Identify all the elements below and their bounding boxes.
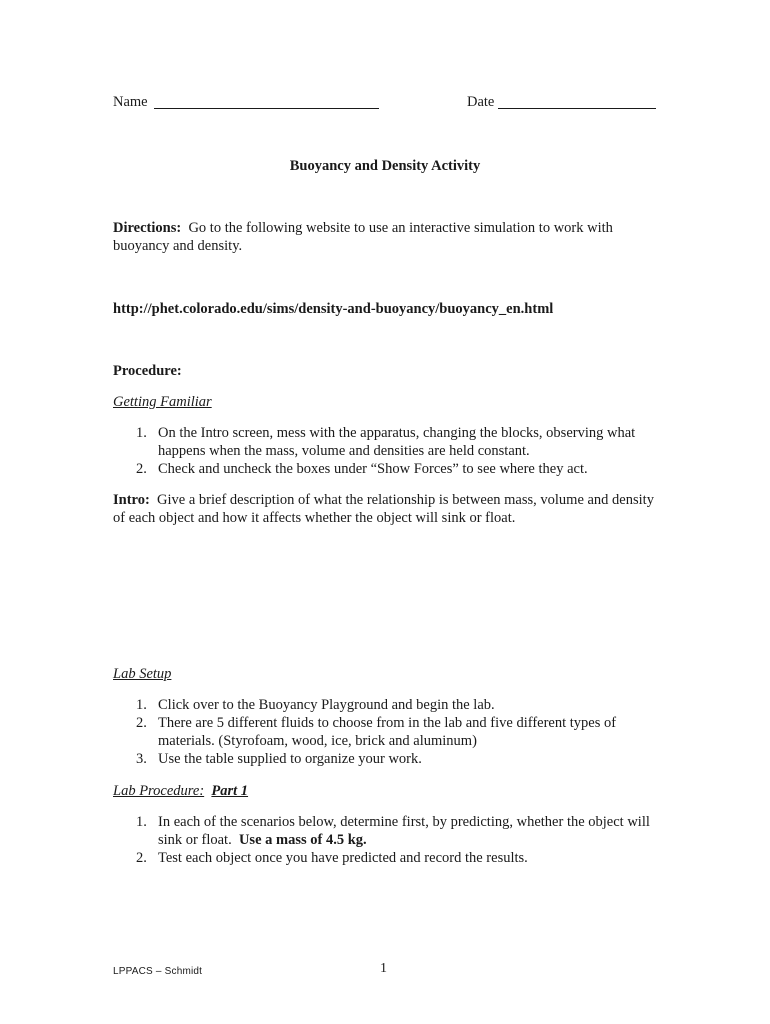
step-text: Use the table supplied to organize your work. bbox=[158, 751, 422, 767]
lab-procedure-list bbox=[113, 813, 658, 867]
lab-procedure-heading bbox=[113, 782, 658, 800]
intro-question bbox=[113, 491, 658, 527]
list-item bbox=[113, 424, 658, 460]
step-number: 1. bbox=[136, 814, 147, 830]
name-blank-line[interactable] bbox=[154, 108, 379, 109]
step-text: Click over to the Buoyancy Playground and begin the lab. bbox=[158, 697, 495, 713]
name-label: Name bbox=[113, 94, 148, 110]
intro-text: Give a brief description of what the relationship is between mass, volume and density of each object and how it affects whether the object will sink or float. bbox=[113, 492, 654, 526]
step-number: 3. bbox=[136, 751, 147, 767]
directions-text: Go to the following website to use an interactive simulation to work with buoyancy and density. bbox=[113, 220, 613, 254]
step-number: 2. bbox=[136, 850, 147, 866]
part-label: Part 1 bbox=[211, 783, 249, 799]
list-item bbox=[113, 714, 658, 750]
step-text: On the Intro screen, mess with the apparatus, changing the blocks, observing what happens when the mass, volume and densities are held constant. bbox=[158, 425, 636, 459]
step-number: 2. bbox=[136, 715, 147, 731]
step-text: Test each object once you have predicted and record the results. bbox=[158, 850, 528, 866]
footer-author: LPPACS – Schmidt bbox=[113, 966, 203, 977]
lab-procedure-label: Lab Procedure: bbox=[113, 783, 205, 799]
list-item bbox=[113, 849, 658, 867]
directions-paragraph bbox=[113, 219, 658, 255]
name-date-row bbox=[113, 93, 658, 113]
list-item bbox=[113, 750, 658, 768]
step-number: 1. bbox=[136, 697, 147, 713]
procedure-heading: Procedure: bbox=[113, 363, 182, 379]
step-text: In each of the scenarios below, determine first, by predicting, whether the object will sink or float. bbox=[158, 814, 650, 848]
step-text: There are 5 different fluids to choose from in the lab and five different types of materials. (Styrofoam, wood, ice, brick and aluminum) bbox=[158, 715, 617, 749]
intro-label: Intro: bbox=[113, 492, 150, 508]
date-blank-line[interactable] bbox=[498, 108, 656, 109]
getting-familiar-heading: Getting Familiar bbox=[113, 394, 212, 410]
mass-instruction: Use a mass of 4.5 kg. bbox=[238, 832, 367, 848]
simulation-url[interactable]: http://phet.colorado.edu/sims/density-and-buoyancy/buoyancy_en.html bbox=[113, 301, 554, 317]
directions-label: Directions: bbox=[113, 220, 182, 236]
step-number: 1. bbox=[136, 425, 147, 441]
page-number: 1 bbox=[380, 961, 387, 976]
list-item bbox=[113, 696, 658, 714]
date-field bbox=[467, 93, 494, 111]
step-text: Check and uncheck the boxes under “Show Forces” to see where they act. bbox=[158, 461, 588, 477]
lab-setup-heading: Lab Setup bbox=[113, 666, 172, 682]
date-label: Date bbox=[467, 94, 495, 110]
list-item bbox=[113, 813, 658, 849]
getting-familiar-list bbox=[113, 424, 658, 478]
step-number: 2. bbox=[136, 461, 147, 477]
page-title: Buoyancy and Density Activity bbox=[289, 158, 481, 174]
lab-setup-list bbox=[113, 696, 658, 768]
list-item bbox=[113, 460, 658, 478]
